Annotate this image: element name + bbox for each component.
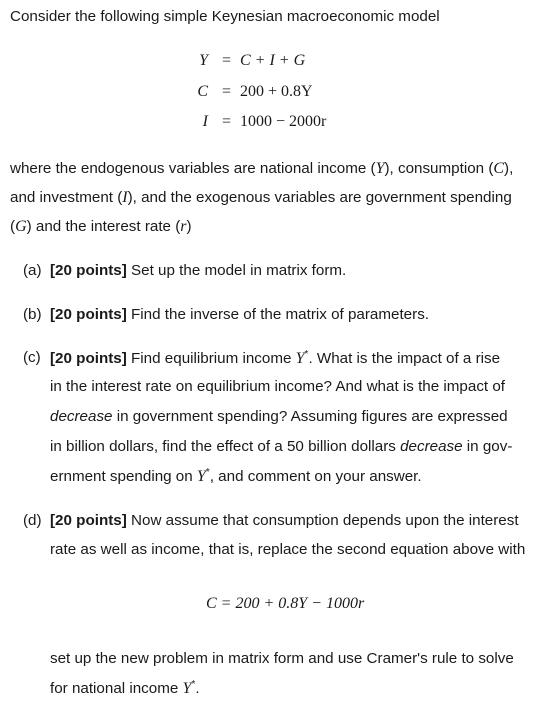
points-label: [20 points] [50,350,127,368]
description-line-2: and investment (I), and the exogenous variables are government spending [10,189,512,206]
equation-lhs: C [197,83,208,100]
equation-equals: = [222,113,232,130]
part-line-2: rate as well as income, that is, replace the second equation above with [50,541,526,558]
part-line-5: ernment spending on Y*, and comment on your answer. [50,467,422,486]
intro-text: Consider the following simple Keynesian macroeconomic model [10,8,440,25]
equation-investment [178,113,378,135]
part-label: (b) [23,306,42,323]
equation-income [178,52,378,74]
equation-rhs: C + I + G [240,52,306,69]
part-line-2: in the interest rate on equilibrium income? And what is the impact of [50,378,506,395]
modified-consumption-equation: C = 200 + 0.8Y − 1000r [206,595,365,612]
points-label: [20 points] [50,306,127,323]
part-label: (c) [23,349,41,366]
description-line-3: (G) and the interest rate (r) [10,218,192,235]
description-line-1: where the endogenous variables are national income (Y), consumption (C), [10,160,514,177]
equation-equals: = [222,52,232,69]
part-text: [20 points] Find the inverse of the matrix of parameters. [50,306,430,323]
part-text: [20 points] Set up the model in matrix form. [50,262,347,279]
equation-consumption [178,83,378,105]
points-label: [20 points] [50,512,127,529]
equation-equals: = [222,83,232,100]
part-line-1: [20 points] Now assume that consumption depends upon the interest [50,512,519,529]
part-label: (d) [23,512,42,529]
part-line-4: in billion dollars, find the effect of a 50 billion dollars decrease in gov- [50,438,513,455]
part-label: (a) [23,262,42,279]
part-line-3: set up the new problem in matrix form and use Cramer's rule to solve [50,650,514,667]
part-line-3: decrease in government spending? Assuming figures are expressed [50,408,508,425]
part-line-4: for national income Y*. [50,679,200,698]
points-label: [20 points] [50,262,127,279]
part-line-1: [20 points] Find equilibrium income Y*. What is the impact of a rise [50,349,501,368]
equation-lhs: Y [199,52,208,69]
equation-rhs: 1000 − 2000r [240,113,327,130]
equation-rhs: 200 + 0.8Y [240,83,313,100]
equation-lhs: I [202,113,208,130]
